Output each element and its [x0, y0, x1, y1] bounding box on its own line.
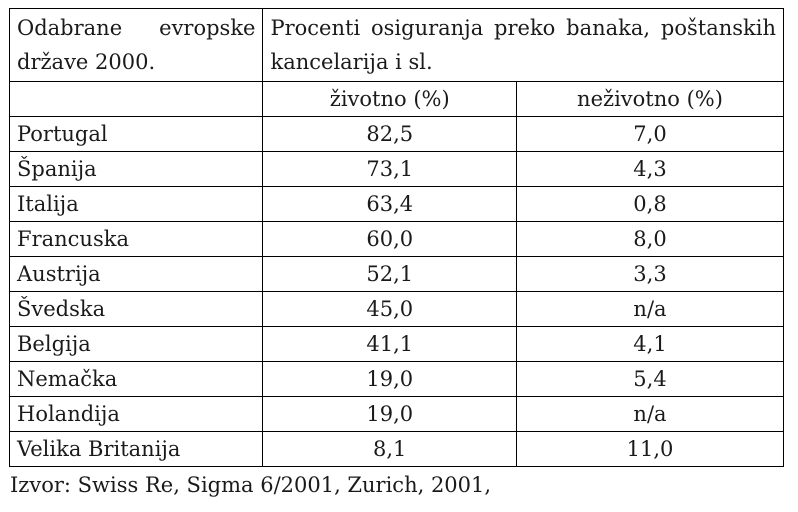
country-cell: Belgija	[10, 327, 263, 362]
table-row	[10, 257, 784, 292]
document-page	[9, 8, 784, 500]
table-row	[10, 292, 784, 327]
life-value-cell: 41,1	[263, 327, 516, 362]
subheader-empty-cell	[10, 82, 263, 117]
subheader-nonlife: neživotno (%)	[516, 82, 783, 117]
nonlife-value-cell: 11,0	[516, 432, 783, 467]
header-row	[10, 9, 784, 82]
life-value-cell: 52,1	[263, 257, 516, 292]
header-group-cell: Procenti osiguranja preko banaka, poštanskih kancelarija i sl.	[263, 9, 784, 82]
country-cell: Portugal	[10, 117, 263, 152]
nonlife-value-cell: 0,8	[516, 187, 783, 222]
table-row	[10, 362, 784, 397]
life-value-cell: 63,4	[263, 187, 516, 222]
country-cell: Austrija	[10, 257, 263, 292]
life-value-cell: 60,0	[263, 222, 516, 257]
nonlife-value-cell: 8,0	[516, 222, 783, 257]
nonlife-value-cell: 3,3	[516, 257, 783, 292]
subheader-row	[10, 82, 784, 117]
header-country-cell: Odabrane evropske države 2000.	[10, 9, 263, 82]
life-value-cell: 73,1	[263, 152, 516, 187]
country-cell: Nemačka	[10, 362, 263, 397]
life-value-cell: 45,0	[263, 292, 516, 327]
nonlife-value-cell: 4,3	[516, 152, 783, 187]
nonlife-value-cell: n/a	[516, 397, 783, 432]
source-note: Izvor: Swiss Re, Sigma 6/2001, Zurich, 2001,	[10, 473, 492, 497]
table-row	[10, 152, 784, 187]
table-row	[10, 117, 784, 152]
table-row	[10, 187, 784, 222]
nonlife-value-cell: n/a	[516, 292, 783, 327]
life-value-cell: 19,0	[263, 397, 516, 432]
nonlife-value-cell: 7,0	[516, 117, 783, 152]
life-value-cell: 82,5	[263, 117, 516, 152]
table-row	[10, 397, 784, 432]
country-cell: Holandija	[10, 397, 263, 432]
country-cell: Švedska	[10, 292, 263, 327]
country-cell: Italija	[10, 187, 263, 222]
country-cell: Francuska	[10, 222, 263, 257]
country-cell: Velika Britanija	[10, 432, 263, 467]
nonlife-value-cell: 4,1	[516, 327, 783, 362]
nonlife-value-cell: 5,4	[516, 362, 783, 397]
life-value-cell: 8,1	[263, 432, 516, 467]
life-value-cell: 19,0	[263, 362, 516, 397]
country-cell: Španija	[10, 152, 263, 187]
table-row	[10, 432, 784, 467]
subheader-life: životno (%)	[263, 82, 516, 117]
table-row	[10, 327, 784, 362]
table-row	[10, 222, 784, 257]
insurance-table	[9, 8, 784, 467]
